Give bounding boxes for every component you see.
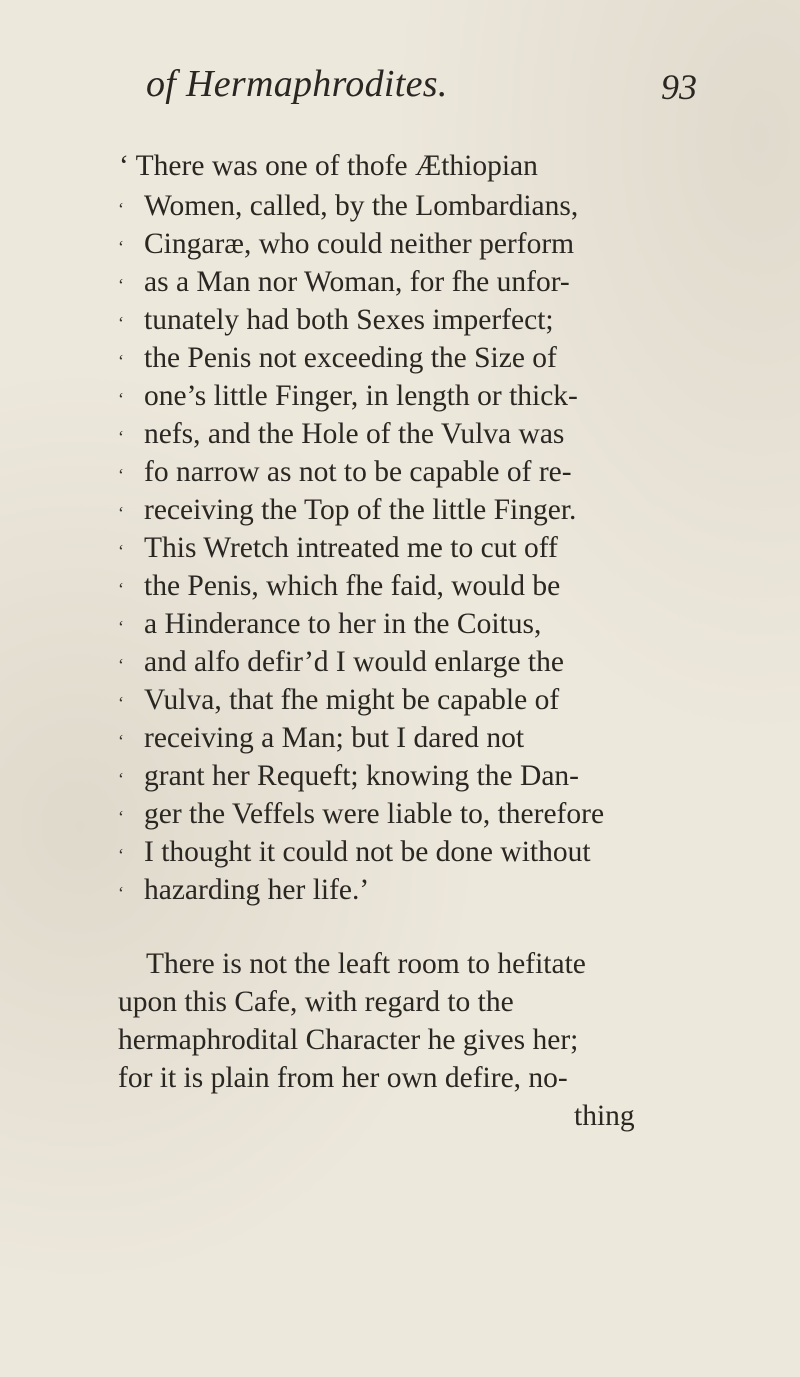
quote-line: Vulva, that fhe might be capable of xyxy=(144,684,560,716)
quote-line: receiving a Man; but I dared not xyxy=(144,722,525,754)
quote-mark: ‘ xyxy=(118,389,124,409)
paragraph-line: hermaphrodital Character he gives her; xyxy=(118,1024,579,1056)
quote-line: grant her Requeft; knowing the Dan- xyxy=(144,760,579,792)
page-number: 93 xyxy=(661,67,697,107)
quote-mark: ‘ xyxy=(118,275,124,295)
quote-mark: ‘ xyxy=(118,427,124,447)
quote-line: and alfo defir’d I would enlarge the xyxy=(144,646,564,678)
quote-line: ger the Veffels were liable to, therefore xyxy=(144,798,605,830)
quote-line: hazarding her life.’ xyxy=(144,874,370,906)
quote-mark: ‘ xyxy=(118,617,124,637)
quote-line: ‘ There was one of thofe Æthiopian xyxy=(119,150,538,182)
quote-mark: ‘ xyxy=(118,655,124,675)
quote-mark: ‘ xyxy=(118,731,124,751)
running-title: of Hermaphrodites. xyxy=(146,63,448,105)
quote-mark: ‘ xyxy=(118,503,124,523)
quote-line: I thought it could not be done without xyxy=(144,836,591,868)
quote-line: fo narrow as not to be capable of re- xyxy=(144,456,572,488)
quote-line: the Penis, which fhe faid, would be xyxy=(144,570,561,602)
paragraph-line: There is not the leaft room to hefitate xyxy=(146,948,586,980)
quote-mark: ‘ xyxy=(118,579,124,599)
quote-line: Cingaræ, who could neither perform xyxy=(144,228,575,260)
quote-mark: ‘ xyxy=(118,541,124,561)
quote-mark: ‘ xyxy=(118,807,124,827)
quote-mark: ‘ xyxy=(118,237,124,257)
quote-mark: ‘ xyxy=(118,465,124,485)
quote-line: the Penis not exceeding the Size of xyxy=(144,342,557,374)
quote-line: as a Man nor Woman, for fhe unfor- xyxy=(144,266,570,298)
quote-mark: ‘ xyxy=(118,693,124,713)
quote-line: receiving the Top of the little Finger. xyxy=(144,494,577,526)
quote-mark: ‘ xyxy=(118,883,124,903)
catchword: thing xyxy=(574,1100,635,1132)
quote-mark: ‘ xyxy=(118,769,124,789)
quote-mark: ‘ xyxy=(118,845,124,865)
quote-line: Women, called, by the Lombardians, xyxy=(144,190,579,222)
paragraph-line: upon this Cafe, with regard to the xyxy=(118,986,514,1018)
paragraph-line: for it is plain from her own defire, no- xyxy=(118,1062,568,1094)
quote-line: one’s little Finger, in length or thick- xyxy=(144,380,578,412)
quote-mark: ‘ xyxy=(118,199,124,219)
quote-line: tunately had both Sexes imperfect; xyxy=(144,304,554,336)
quote-mark: ‘ xyxy=(118,351,124,371)
quote-line: This Wretch intreated me to cut off xyxy=(144,532,558,564)
quote-mark: ‘ xyxy=(118,313,124,333)
quote-line: nefs, and the Hole of the Vulva was xyxy=(144,418,565,450)
quote-line: a Hinderance to her in the Coitus, xyxy=(144,608,542,640)
